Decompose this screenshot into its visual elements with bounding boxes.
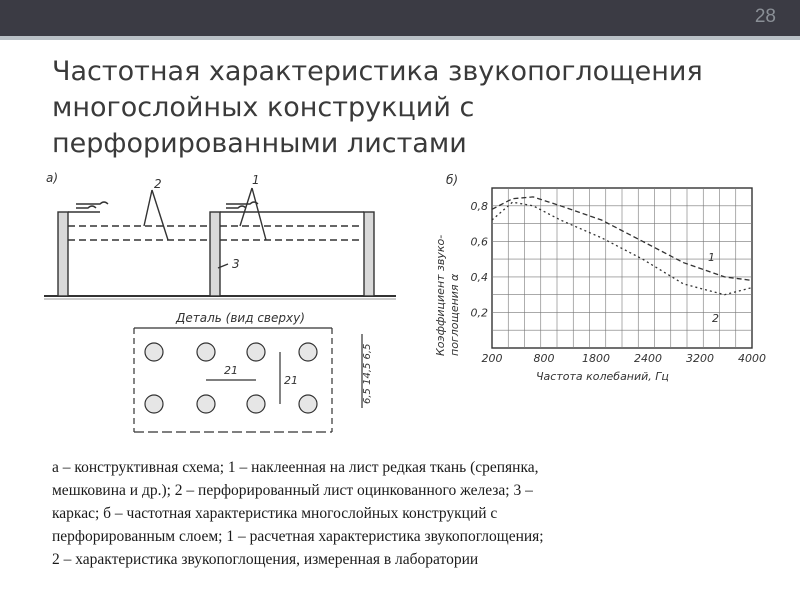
y-tick-label: 0,4 bbox=[470, 270, 488, 284]
caption-line-3: каркас; б – частотная характеристика многослойных конструкций с bbox=[52, 505, 498, 522]
slide-number: 28 bbox=[754, 6, 776, 27]
figure-scan bbox=[40, 168, 780, 440]
top-bar bbox=[0, 0, 800, 36]
x-tick-label: 1800 bbox=[582, 352, 610, 365]
callout-2: 2 bbox=[154, 177, 162, 191]
title-line-1: Частотная характеристика звукопоглощения bbox=[52, 56, 703, 87]
x-tick-label: 2400 bbox=[634, 352, 662, 365]
chart-ticks bbox=[471, 200, 767, 365]
y-tick-label: 0,8 bbox=[470, 199, 488, 213]
curve-label-1: 1 bbox=[708, 251, 715, 264]
slide-title bbox=[52, 54, 752, 162]
title-line-2: многослойных конструкций с bbox=[52, 92, 475, 123]
chart-ylabel: Коэффициент звуко- поглощения α bbox=[434, 234, 461, 356]
title-line-3: перфорированными листами bbox=[52, 128, 467, 159]
callout-3: 3 bbox=[232, 257, 240, 271]
callout-1: 1 bbox=[252, 173, 260, 187]
y-tick-label: 0,6 bbox=[470, 235, 488, 249]
figure-a-label: а) bbox=[46, 171, 59, 185]
figure-b-label: б) bbox=[446, 173, 459, 187]
x-tick-label: 200 bbox=[481, 352, 503, 365]
y-tick-label: 0,2 bbox=[470, 306, 488, 320]
caption-line-5: 2 – характеристика звукопоглощения, измеренная в лаборатории bbox=[52, 551, 479, 568]
chart-xlabel: Частота колебаний, Гц bbox=[536, 370, 669, 383]
dim-horizontal: 21 bbox=[224, 364, 238, 377]
detail-label: Деталь (вид сверху) bbox=[176, 311, 305, 325]
detail-plan bbox=[134, 328, 362, 432]
caption-line-4: перфорированным слоем; 1 – расчетная характеристика звукопоглощения; bbox=[52, 528, 544, 545]
figure-caption bbox=[52, 456, 782, 571]
x-tick-label: 4000 bbox=[738, 352, 766, 365]
x-tick-label: 800 bbox=[533, 352, 555, 365]
caption-line-1: а – конструктивная схема; 1 – наклеенная на лист редкая ткань (срепянка, bbox=[52, 459, 539, 476]
caption-line-2: мешковина и др.); 2 – перфорированный лист оцинкованного железа; 3 – bbox=[52, 482, 533, 499]
x-tick-label: 3200 bbox=[686, 352, 714, 365]
construction-schema bbox=[44, 188, 396, 299]
curve-label-2: 2 bbox=[712, 312, 719, 325]
dim-side: 6,5 14,5 6,5 bbox=[362, 343, 373, 404]
dim-vertical: 21 bbox=[284, 374, 298, 387]
top-bar-accent bbox=[0, 36, 800, 40]
